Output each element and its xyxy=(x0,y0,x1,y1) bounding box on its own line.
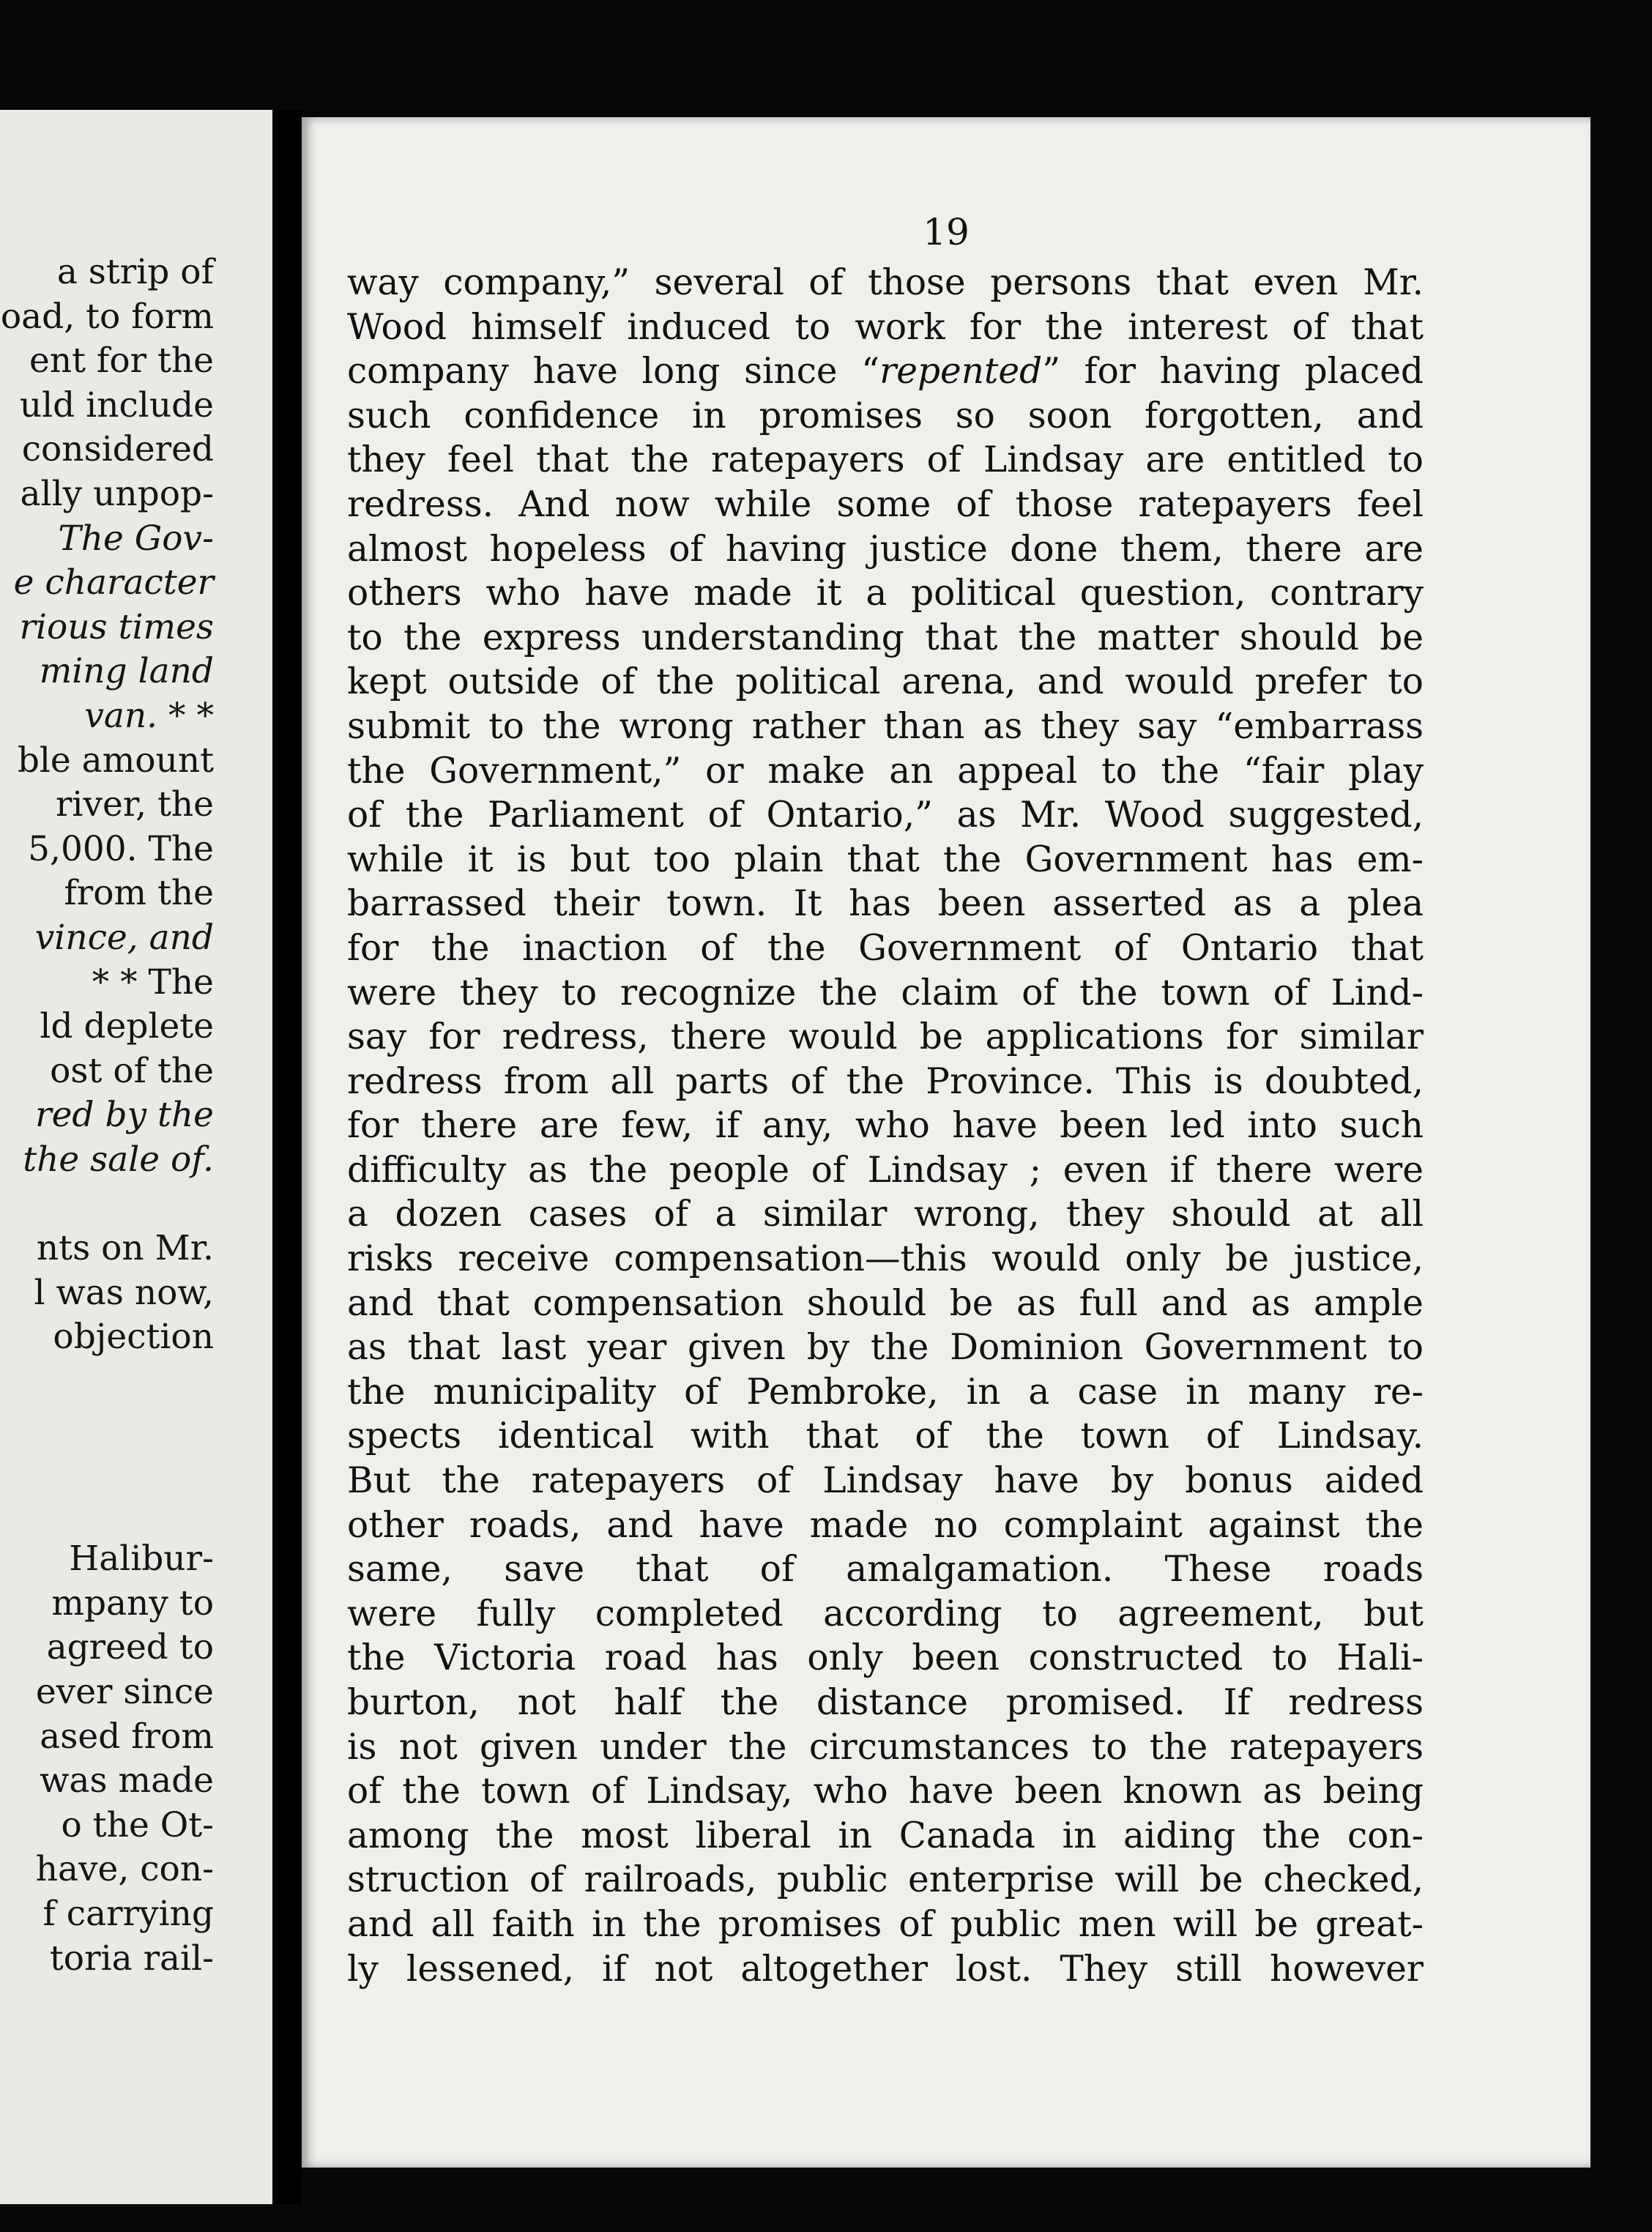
text-line xyxy=(347,1636,1424,1681)
text-line xyxy=(347,749,1424,794)
previous-page-line: toria rail- xyxy=(49,1938,214,1979)
previous-page-line: from the xyxy=(64,873,214,914)
previous-page-line: mpany to xyxy=(51,1582,214,1623)
previous-page-line: ent for the xyxy=(29,341,214,382)
previous-page-line xyxy=(0,1448,214,1493)
previous-page-line: considered xyxy=(21,429,214,470)
previous-page-line: have, con- xyxy=(35,1849,214,1890)
text-line xyxy=(347,616,1424,661)
text-line xyxy=(347,349,1424,394)
text-segment: difficulty as the people of Lindsay ; even if there were xyxy=(347,1149,1424,1191)
text-segment: is not given under the circumstances to the ratepayers xyxy=(347,1726,1424,1768)
previous-page-line: ld deplete xyxy=(40,1006,214,1047)
text-line xyxy=(347,1902,1424,1947)
previous-page-cropped xyxy=(0,110,277,2204)
text-segment: the Victoria road has only been constructed to Hali- xyxy=(347,1637,1424,1679)
text-segment: were they to recognize the claim of the town of Lind- xyxy=(347,972,1424,1013)
text-line xyxy=(347,527,1424,572)
text-line xyxy=(347,1459,1424,1503)
text-line xyxy=(347,1814,1424,1859)
italic-emphasis: repented xyxy=(879,351,1043,393)
text-line xyxy=(347,1148,1424,1193)
text-segment: as that last year given by the Dominion Government to xyxy=(347,1327,1424,1369)
text-line xyxy=(347,1370,1424,1415)
text-segment: others who have made it a political question, contrary xyxy=(347,573,1424,614)
text-segment: ” for having placed xyxy=(1042,351,1424,393)
text-segment: spects identical with that of the town of Lindsay. xyxy=(347,1416,1424,1457)
previous-page-line: f carrying xyxy=(42,1893,214,1934)
previous-page-line: o the Ot- xyxy=(61,1804,214,1845)
text-segment: risks receive compensation—this would only be justice, xyxy=(347,1238,1424,1280)
previous-page-line: oad, to form xyxy=(0,296,214,337)
text-segment: and all faith in the promises of public men will be great- xyxy=(347,1903,1424,1945)
text-segment: the municipality of Pembroke, in a case in many re- xyxy=(347,1371,1424,1413)
text-line xyxy=(347,1503,1424,1548)
text-segment: say for redress, there would be applications for similar xyxy=(347,1016,1424,1058)
previous-page-line: river, the xyxy=(55,784,214,825)
text-segment: of the town of Lindsay, who have been known as being xyxy=(347,1771,1424,1812)
text-line xyxy=(347,926,1424,971)
text-segment: same, save that of amalgamation. These roads xyxy=(347,1549,1424,1591)
text-line xyxy=(347,1947,1424,1992)
text-segment: burton, not half the distance promised. If redress xyxy=(347,1682,1424,1723)
text-segment: other roads, and have made no complaint against the xyxy=(347,1504,1424,1546)
previous-page-line: uld include xyxy=(19,384,214,425)
text-segment: struction of railroads, public enterprise will be checked, xyxy=(347,1859,1424,1901)
text-line xyxy=(347,1769,1424,1814)
text-segment: the Government,” or make an appeal to the “fair play xyxy=(347,750,1424,792)
text-line xyxy=(347,1858,1424,1902)
previous-page-line: nts on Mr. xyxy=(36,1228,214,1269)
previous-page-line xyxy=(0,1493,214,1538)
text-line xyxy=(347,1725,1424,1770)
page-gutter xyxy=(272,110,302,2204)
previous-page-line: rious times xyxy=(19,606,214,647)
previous-page-line xyxy=(0,1404,214,1448)
text-line xyxy=(347,882,1424,926)
text-line xyxy=(347,793,1424,838)
text-line xyxy=(347,660,1424,704)
text-line xyxy=(347,1104,1424,1148)
text-line xyxy=(347,483,1424,527)
previous-page-line: objection xyxy=(53,1317,214,1358)
previous-page-line xyxy=(0,1182,214,1227)
text-line xyxy=(347,1192,1424,1237)
text-line xyxy=(347,1060,1424,1104)
text-line xyxy=(347,1281,1424,1326)
previous-page-line: ost of the xyxy=(50,1050,214,1091)
text-segment: almost hopeless of having justice done them, there are xyxy=(347,528,1424,570)
text-segment: were fully completed according to agreement, but xyxy=(347,1593,1424,1634)
text-line xyxy=(347,1237,1424,1281)
text-line xyxy=(347,1015,1424,1060)
text-segment: barrassed their town. It has been asserted as a plea xyxy=(347,883,1424,925)
previous-page-line: ble amount xyxy=(17,740,214,781)
previous-page-line: red by the xyxy=(35,1095,214,1136)
previous-page-line: The Gov- xyxy=(58,518,214,559)
text-line xyxy=(347,438,1424,483)
text-segment: to the express understanding that the matter should be xyxy=(347,617,1424,658)
text-line xyxy=(347,704,1424,749)
text-segment: for there are few, if any, who have been led into such xyxy=(347,1105,1424,1147)
text-line xyxy=(347,1592,1424,1637)
previous-page-line: 5,000. The xyxy=(28,828,214,869)
text-segment: and that compensation should be as full and as ample xyxy=(347,1282,1424,1324)
previous-page-line: ased from xyxy=(40,1716,214,1757)
text-line xyxy=(347,1547,1424,1592)
previous-page-line: a strip of xyxy=(56,252,214,292)
text-segment: a dozen cases of a similar wrong, they should at all xyxy=(347,1194,1424,1235)
text-segment: for the inaction of the Government of Ontario that xyxy=(347,927,1424,969)
previous-page-line: l was now, xyxy=(34,1272,214,1313)
previous-page-text xyxy=(0,250,214,1981)
text-segment: Wood himself induced to work for the interest of that xyxy=(347,306,1424,348)
text-line xyxy=(347,571,1424,616)
previous-page-line: ming land xyxy=(39,651,214,692)
previous-page-line: * * The xyxy=(92,961,214,1002)
text-line xyxy=(347,1325,1424,1370)
text-segment: company have long since “ xyxy=(347,351,880,393)
page-number: 19 xyxy=(923,211,970,253)
previous-page-line: ally unpop- xyxy=(20,473,214,514)
text-line xyxy=(347,1414,1424,1459)
text-segment: of the Parliament of Ontario,” as Mr. Wood suggested, xyxy=(347,795,1424,836)
text-line xyxy=(347,394,1424,439)
text-segment: way company,” several of those persons that even Mr. xyxy=(347,262,1424,303)
page-body-text xyxy=(347,261,1424,1991)
text-line xyxy=(347,261,1424,305)
text-line xyxy=(347,305,1424,350)
text-segment: ly lessened, if not altogether lost. They still however xyxy=(347,1948,1424,1990)
text-segment: while it is but too plain that the Government has em- xyxy=(347,838,1424,880)
previous-page-line: ever since xyxy=(35,1672,214,1712)
previous-page-line xyxy=(0,1360,214,1405)
text-line xyxy=(347,1681,1424,1725)
previous-page-line: was made xyxy=(40,1760,214,1801)
text-segment: they feel that the ratepayers of Lindsay are entitled to xyxy=(347,439,1424,481)
text-segment: redress from all parts of the Province. This is doubted, xyxy=(347,1060,1424,1102)
previous-page-line: the sale of. xyxy=(23,1139,214,1180)
previous-page-line: agreed to xyxy=(46,1627,214,1668)
text-segment: among the most liberal in Canada in aiding the con- xyxy=(347,1815,1424,1856)
previous-page-line: e character xyxy=(13,562,214,603)
previous-page-line: Halibur- xyxy=(69,1539,214,1580)
text-line xyxy=(347,971,1424,1016)
text-segment: kept outside of the political arena, and would prefer to xyxy=(347,661,1424,703)
text-line xyxy=(347,838,1424,882)
text-segment: submit to the wrong rather than as they say “embarrass xyxy=(347,705,1424,747)
text-segment: redress. And now while some of those ratepayers feel xyxy=(347,483,1424,525)
previous-page-line: van. * * xyxy=(84,695,214,736)
text-segment: such confidence in promises so soon forgotten, and xyxy=(347,395,1424,436)
current-page xyxy=(302,117,1590,2168)
previous-page-line: vince, and xyxy=(34,917,214,958)
text-segment: But the ratepayers of Lindsay have by bonus aided xyxy=(347,1460,1424,1502)
